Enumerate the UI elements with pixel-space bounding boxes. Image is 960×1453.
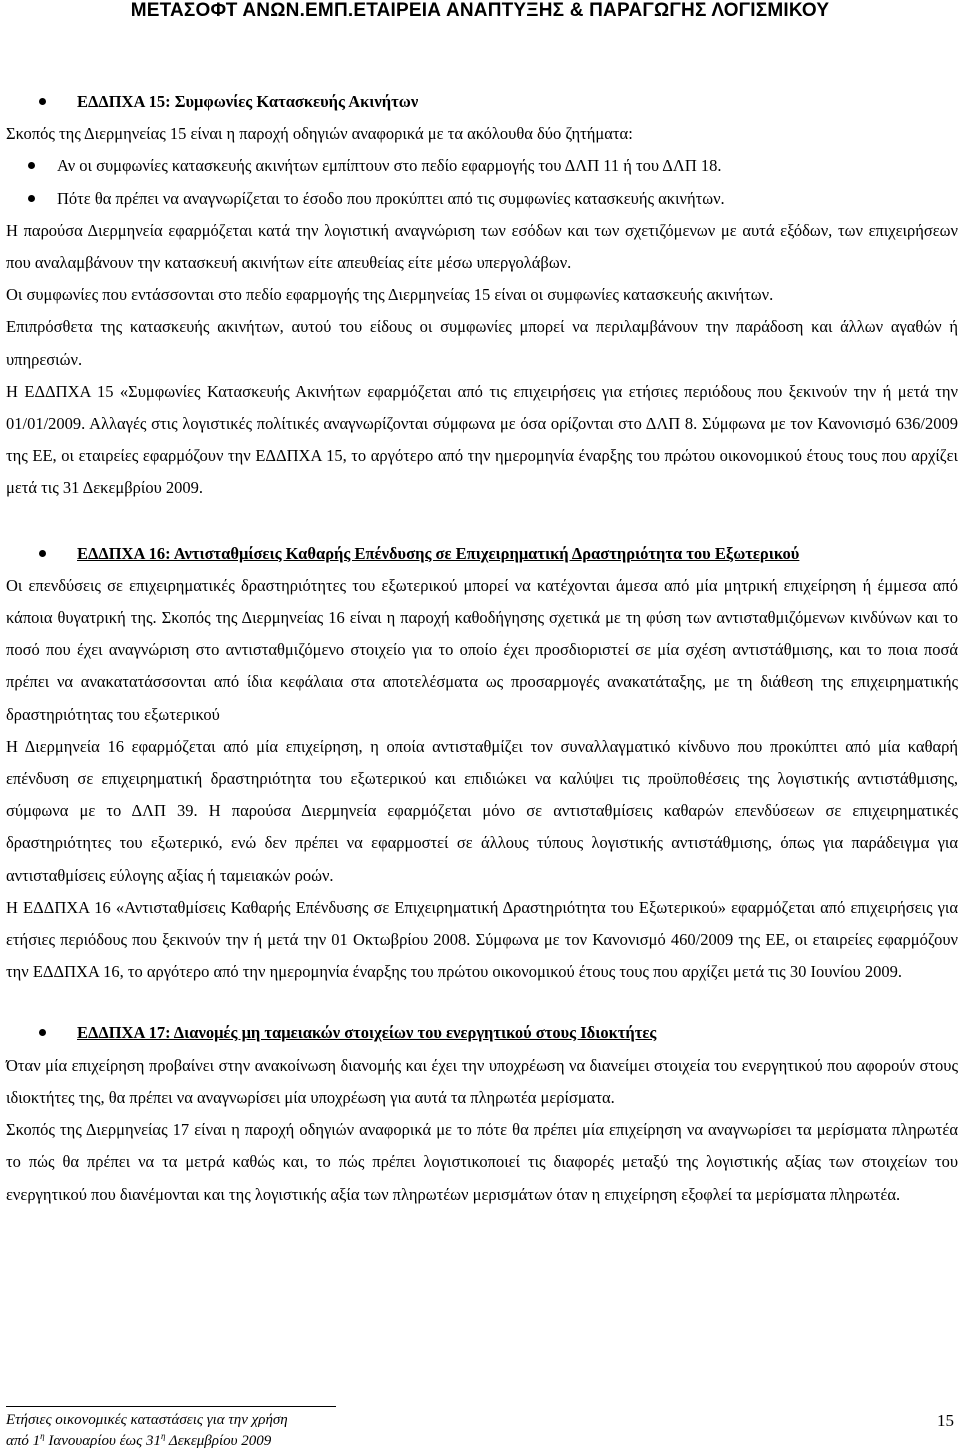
footer-superscript: η	[160, 1431, 166, 1441]
bullet-dot-icon	[39, 1029, 46, 1036]
section-spacer	[6, 505, 958, 538]
section-15-paragraph-4: Η ΕΔΔΠΧΑ 15 «Συμφωνίες Κατασκευής Ακινήτων εφαρμόζεται από τις επιχειρήσεις για ετήσιες περιόδους που ξεκινούν την ή μετά την 01/01/2009. Αλλαγές στις λογιστικές πολίτικές αναγνωρίζονται σύμφωνα με όσα ορίζονται στο ΔΛΠ 8. Σύμφωνα με τον Κανονισμό 636/2009 της ΕΕ, οι εταιρείες εφαρμόζουν την ΕΔΔΠΧΑ 15, το αργότερο από την ημερομηνία έναρξης του πρώτου οικονομικού έτους τους που αρχίζει μετά τις 31 Δεκεμβρίου 2009.	[6, 381, 958, 498]
page-number: 15	[937, 1411, 954, 1430]
question-1-text: Αν οι συμφωνίες κατασκευής ακινήτων εμπίπτουν στο πεδίο εφαρμογής του ΔΛΠ 11 ή του ΔΛΠ 18.	[57, 156, 722, 176]
section-16-title: ΕΔΔΠΧΑ 16: Αντισταθμίσεις Καθαρής Επένδυσης σε Επιχειρηματική Δραστηριότητα του Εξωτερικού	[77, 543, 800, 563]
bullet-dot-icon	[39, 98, 46, 105]
footer-date-from: από 1	[6, 1433, 41, 1449]
footer-line-1: Ετήσιες οικονομικές καταστάσεις για την χρήση	[6, 1412, 288, 1428]
question-2-text: Πότε θα πρέπει να αναγνωρίζεται το έσοδο που προκύπτει από τις συμφωνίες κατασκευής ακινήτων.	[57, 188, 725, 208]
bullet-dot-icon	[39, 550, 46, 557]
document-body	[6, 86, 958, 1211]
section-16-paragraph-1: Οι επενδύσεις σε επιχειρηματικές δραστηριότητες του εξωτερικού μπορεί να κατέχονται άμεσα από μία μητρική επιχείρηση ή έμμεσα από κάποια θυγατρική της. Σκοπός της Διερμηνείας 16 είναι η παροχή καθοδήγησης σχετικά με τη φύση των αντισταθμιζόμενων κινδύνων και το ποσό που έχει αναγνώριση στο αντισταθμιζόμενο στοιχείο για το οποίο έχει προσδιοριστεί σε μία σχέση αντιστάθμισης, και το ποια ποσά πρέπει να ανακατατάσσονται από ίδια κεφάλαια στα αποτελέσματα ως προσαρμογές ανακατάταξης, με τη διάθεση της επιχειρηματικής δραστηριότητας του εξωτερικού	[6, 575, 958, 724]
section-17-paragraph-1: Όταν μία επιχείρηση προβαίνει στην ανακοίνωση διανομής και έχει την υποχρέωση να διανείμει στοιχεία του ενεργητικού που αφορούν στους ιδιοκτήτες της, θα πρέπει να αναγνωρίσει μία υποχρέωση για αυτά τα πληρωτέα μερίσματα.	[6, 1055, 958, 1107]
section-17-paragraph-2: Σκοπός της Διερμηνείας 17 είναι η παροχή οδηγιών αναφορικά με το πότε θα πρέπει μία επιχείρηση να αναγνωρίσει τα μερίσματα πληρωτέα το πώς θα πρέπει να τα μετρά καθώς και, το πώς πρέπει λογιστικοποιεί τις διαφορές μεταξύ της λογιστικής αξίας των στοιχείων του ενεργητικού που διανέμονται και της λογιστικής αξία των πληρωτέων μερισμάτων όταν η επιχείρηση εξοφλεί τα μερίσματα πληρωτέα.	[6, 1120, 958, 1204]
section-15-paragraph-1: Η παρούσα Διερμηνεία εφαρμόζεται κατά την λογιστική αναγνώριση των εσόδων και των σχετιζόμενων με αυτά εξόδων, των επιχειρήσεων που αναλαμβάνουν την κατασκευή ακινήτων είτε απευθείας είτε μέσω υπεργολάβων.	[6, 220, 958, 273]
footer-line-2	[6, 1431, 606, 1452]
section-16-heading	[6, 538, 958, 570]
section-15-paragraph-3: Επιπρόσθετα της κατασκευής ακινήτων, αυτού του είδους οι συμφωνίες μπορεί να περιλαμβάνουν την παράδοση και άλλων αγαθών ή υπηρεσιών.	[6, 317, 958, 369]
section-15-title: ΕΔΔΠΧΑ 15: Συμφωνίες Κατασκευής Ακινήτων	[77, 92, 419, 111]
section-15-paragraph-2: Οι συμφωνίες που εντάσσονται στο πεδίο εφαρμογής της Διερμηνείας 15 είναι οι συμφωνίες κατασκευής ακινήτων.	[6, 285, 774, 305]
footer-caption	[6, 1410, 606, 1452]
section-15-intro: Σκοπός της Διερμηνείας 15 είναι η παροχή οδηγιών αναφορικά με τα ακόλουθα δύο ζητήματα:	[6, 124, 633, 144]
footer-divider	[6, 1406, 336, 1407]
section-17-heading	[6, 1017, 958, 1049]
section-16-paragraph-3: Η ΕΔΔΠΧΑ 16 «Αντισταθμίσεις Καθαρής Επένδυσης σε Επιχειρηματική Δραστηριότητα του Εξωτερικού» εφαρμόζεται από επιχειρήσεις για ετήσιες περιόδους που ξεκινούν την ή μετά την 01 Οκτωβρίου 2008. Σύμφωνα με τον Κανονισμό 460/2009 της ΕΕ, οι εταιρείες εφαρμόζουν την ΕΔΔΠΧΑ 16, το αργότερο από την ημερομηνία έναρξης του πρώτου οικονομικού έτους τους που αρχίζει μετά τις 30 Ιουνίου 2009.	[6, 897, 958, 982]
footer-date-end: Δεκεμβρίου 2009	[165, 1433, 272, 1449]
footer-date-to: Ιανουαρίου έως 31	[44, 1433, 161, 1449]
section-15-question-1	[6, 150, 958, 182]
bullet-dot-icon	[28, 162, 35, 169]
section-spacer	[6, 988, 958, 1017]
section-15-question-2	[6, 183, 958, 215]
bullet-dot-icon	[28, 195, 35, 202]
company-header: ΜΕΤΑΣΟΦΤ ΑΝΩΝ.ΕΜΠ.ΕΤΑΙΡΕΙΑ ΑΝΑΠΤΥΞΗΣ & ΠΑΡΑΓΩΓΗΣ ΛΟΓΙΣΜΙΚΟΥ	[130, 0, 830, 21]
section-15-heading	[6, 86, 958, 118]
footer-superscript: η	[40, 1431, 45, 1441]
section-16-paragraph-2: Η Διερμηνεία 16 εφαρμόζεται από μία επιχείρηση, η οποία αντισταθμίζει τον συναλλαγματικό κίνδυνο που προκύπτει από μία καθαρή επένδυση σε επιχειρηματική δραστηριότητα του εξωτερικού και επιδιώκει να καλύψει τις προϋποθέσεις της λογιστικής αντιστάθμισης, σύμφωνα με το ΔΛΠ 39. Η παρούσα Διερμηνεία εφαρμόζεται μόνο σε αντισταθμίσεις καθαρών επενδύσεων σε επιχειρηματικές δραστηριότητες του εξωτερικό, ενώ δεν πρέπει να εφαρμοστεί σε άλλους τύπους λογιστικής αντιστάθμισης, όπως για παράδειγμα για αντισταθμίσεις εύλογης αξίας ή ταμειακών ροών.	[6, 736, 958, 885]
section-17-title: ΕΔΔΠΧΑ 17: Διανομές μη ταμειακών στοιχείων του ενεργητικού στους Ιδιοκτήτες	[77, 1023, 657, 1043]
